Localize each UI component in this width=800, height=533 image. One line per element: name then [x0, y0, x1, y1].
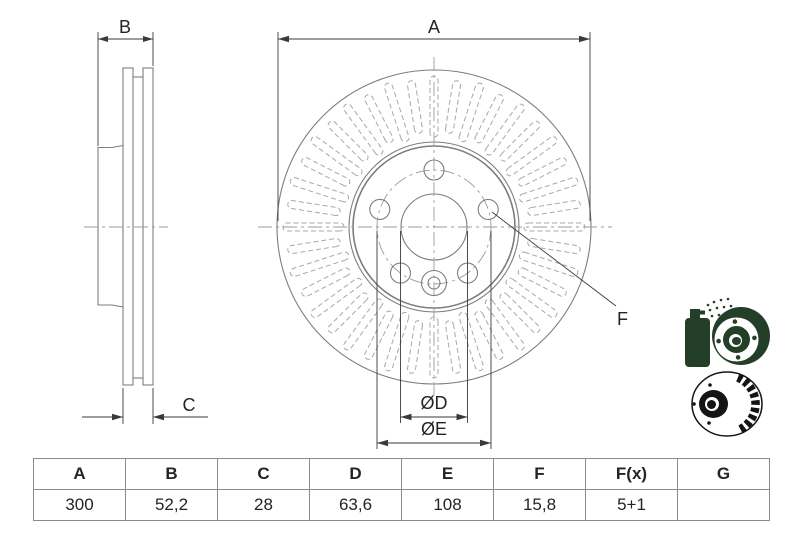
vent-slot	[300, 267, 351, 298]
vent-slot	[384, 311, 410, 371]
vent-slot	[484, 102, 526, 156]
front-view	[258, 57, 612, 396]
table-header-e: E	[402, 459, 494, 490]
dimension-f	[492, 212, 628, 329]
arrowhead	[480, 440, 491, 446]
bolt-hole	[370, 199, 390, 219]
vent-slot	[363, 93, 394, 144]
vent-slot	[327, 120, 370, 163]
vent-slot	[342, 297, 384, 351]
arrowhead	[143, 36, 153, 42]
vent-slot	[518, 177, 578, 203]
arrowhead	[457, 414, 468, 420]
vent-slot	[498, 291, 541, 334]
table-header-row	[34, 459, 770, 490]
arrowhead	[278, 36, 289, 43]
table-header-f: F	[494, 459, 586, 490]
dimension-c	[82, 388, 208, 424]
vent-slot	[407, 320, 423, 374]
side-hat-profile	[98, 146, 123, 308]
table-header-g: G	[678, 459, 770, 490]
vent-slot	[309, 277, 363, 319]
value-c: 28	[218, 490, 310, 521]
dimension-e-label: ØE	[420, 419, 448, 439]
value-a: 300	[34, 490, 126, 521]
vent-slot	[289, 177, 349, 203]
table-header-c: C	[218, 459, 310, 490]
dimension-f-label: F	[617, 309, 628, 329]
bolt-hole	[478, 199, 498, 219]
dimension-c-label: C	[182, 395, 196, 415]
dimension-a-label: A	[427, 17, 441, 37]
vent-slot	[484, 297, 526, 351]
arrowhead	[377, 440, 388, 446]
side-view	[84, 68, 168, 385]
value-g	[678, 490, 770, 521]
vent-slot	[287, 200, 341, 216]
pictograms	[685, 298, 770, 436]
vent-slot	[300, 156, 351, 187]
coated-disc	[712, 307, 770, 365]
vent-slot	[287, 238, 341, 254]
arrowhead	[98, 36, 108, 42]
vent-slot	[407, 80, 423, 134]
spray-coated-disc-icon	[685, 298, 770, 367]
value-fx: 5+1	[586, 490, 678, 521]
vent-slot	[342, 102, 384, 156]
vent-slot	[517, 156, 568, 187]
vent-slot	[327, 291, 370, 334]
vent-slot	[458, 311, 484, 371]
arrowhead	[401, 414, 412, 420]
table-header-fx: F(x)	[586, 459, 678, 490]
vent-slot	[517, 267, 568, 298]
arrowhead	[112, 414, 123, 420]
table-header-d: D	[310, 459, 402, 490]
vent-slot	[504, 135, 558, 177]
vent-slot	[363, 310, 394, 361]
vent-slot	[498, 120, 541, 163]
vent-slot	[527, 200, 581, 216]
arrowhead	[579, 36, 590, 43]
dimension-b-label: B	[118, 17, 132, 37]
value-b: 52,2	[126, 490, 218, 521]
arrowhead	[153, 414, 164, 420]
table-header-b: B	[126, 459, 218, 490]
side-right-plate	[143, 68, 153, 385]
vent-slot	[458, 82, 484, 142]
vent-slot	[445, 80, 461, 134]
vent-slot	[474, 93, 505, 144]
value-d: 63,6	[310, 490, 402, 521]
vent-slot	[309, 135, 363, 177]
vent-slot	[527, 238, 581, 254]
dimension-table	[33, 458, 770, 521]
vent-slot	[445, 320, 461, 374]
vent-slot	[504, 277, 558, 319]
dimension-b	[98, 17, 153, 146]
vent-slot	[474, 310, 505, 361]
vented-disc-icon	[692, 372, 762, 436]
side-left-plate	[123, 68, 133, 385]
leader-line	[492, 212, 616, 306]
value-e: 108	[402, 490, 494, 521]
table-value-row	[34, 490, 770, 521]
vent-slot	[289, 251, 349, 277]
value-f: 15,8	[494, 490, 586, 521]
vent-slot	[384, 82, 410, 142]
dimension-d-label: ØD	[420, 393, 448, 413]
table-header-a: A	[34, 459, 126, 490]
